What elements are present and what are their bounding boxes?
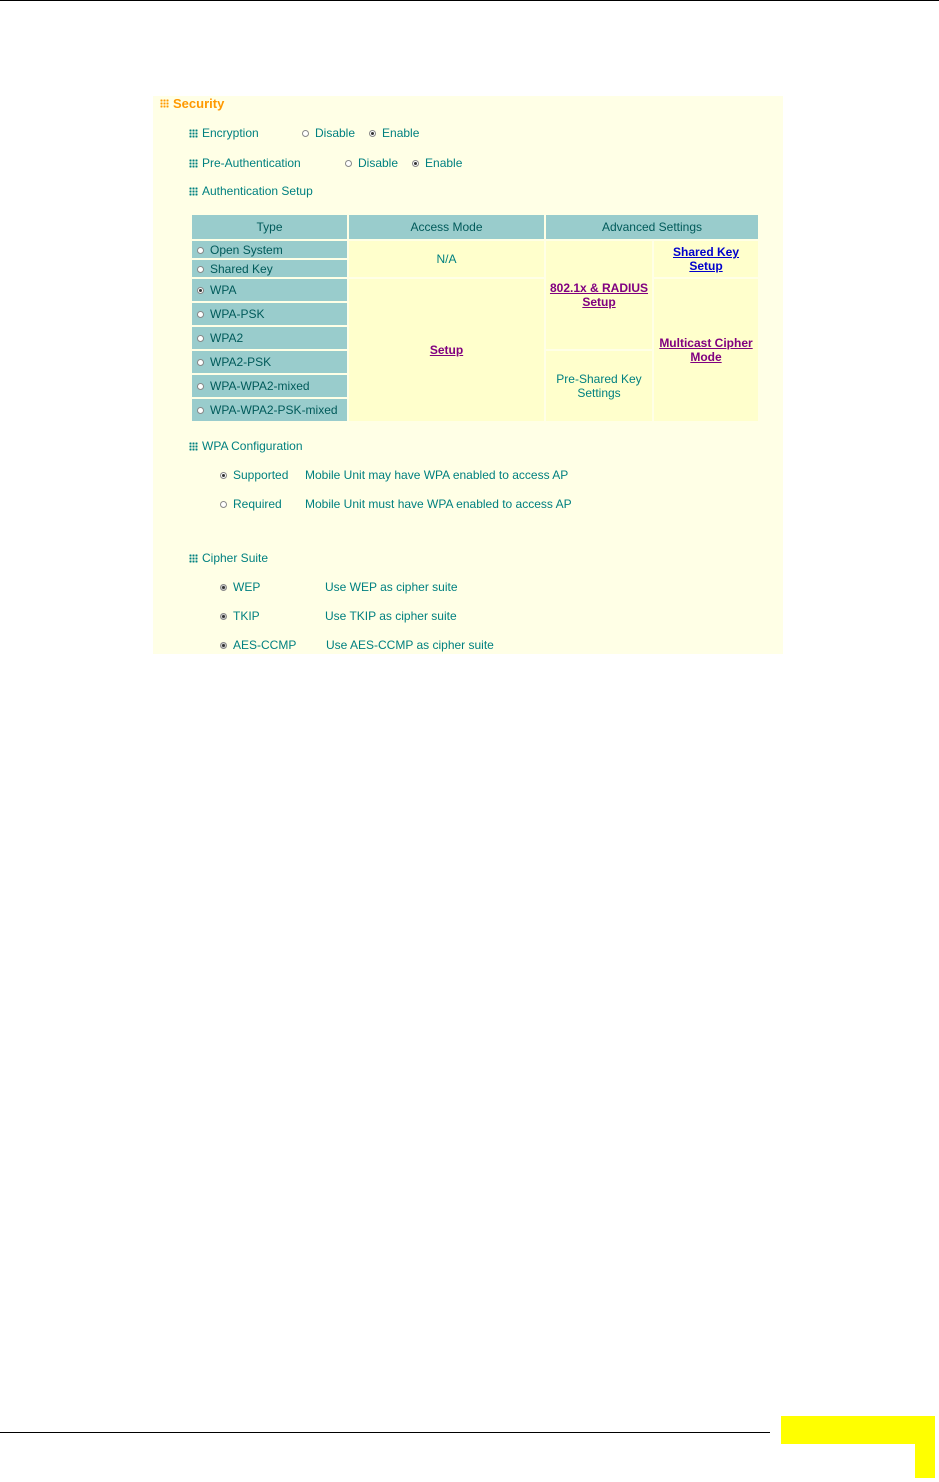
grid-bullet-icon <box>189 129 198 138</box>
type-wpa[interactable] <box>192 279 347 301</box>
pre-auth-disable-label: Disable <box>358 156 399 170</box>
type-label: Open System <box>210 242 283 257</box>
grid-bullet-icon <box>189 554 198 563</box>
pre-auth-disable-radio[interactable] <box>345 160 352 167</box>
type-radio[interactable] <box>197 359 204 366</box>
wpa-config-row <box>189 439 303 453</box>
type-wpa2[interactable] <box>192 327 347 349</box>
type-label: WPA-WPA2-mixed <box>210 379 310 393</box>
multicast-cipher-link[interactable]: Multicast Cipher Mode <box>659 336 753 364</box>
encryption-enable-radio[interactable] <box>369 130 376 137</box>
cipher-suite-label: Cipher Suite <box>202 551 269 565</box>
type-radio[interactable] <box>197 266 204 273</box>
grid-bullet-icon <box>160 99 169 108</box>
grid-bullet-icon <box>189 442 198 451</box>
page-tab-marker-edge <box>915 1416 935 1478</box>
wpa-supported-desc: Mobile Unit may have WPA enabled to access AP <box>305 468 569 482</box>
cipher-wep-radio[interactable] <box>220 584 227 591</box>
security-panel <box>153 96 783 654</box>
wpa-required-radio[interactable] <box>220 501 227 508</box>
type-label: WPA2 <box>210 331 244 345</box>
shared-key-setup-cell <box>654 241 758 277</box>
type-shared-key[interactable] <box>192 260 347 277</box>
top-rule <box>0 0 939 1</box>
encryption-disable-radio[interactable] <box>302 130 309 137</box>
cipher-wep-label: WEP <box>233 580 261 594</box>
security-title: Security <box>173 96 225 111</box>
auth-setup-table <box>190 213 760 423</box>
cipher-tkip-desc: Use TKIP as cipher suite <box>325 609 457 623</box>
na-cell: N/A <box>349 241 544 277</box>
wpa-required-label: Required <box>233 497 282 511</box>
wpa-supported-label: Supported <box>233 468 289 482</box>
cipher-aes-radio[interactable] <box>220 642 227 649</box>
encryption-enable-label: Enable <box>382 126 420 140</box>
wpa-required-desc: Mobile Unit must have WPA enabled to access AP <box>305 497 572 511</box>
header-access-mode: Access Mode <box>349 215 544 239</box>
setup-cell <box>349 279 544 421</box>
cipher-wep-desc: Use WEP as cipher suite <box>325 580 458 594</box>
header-advanced-settings: Advanced Settings <box>546 215 758 239</box>
type-wpa-psk[interactable] <box>192 303 347 325</box>
pre-auth-row <box>189 156 462 170</box>
pre-auth-label: Pre-Authentication <box>202 156 301 170</box>
type-radio[interactable] <box>197 311 204 318</box>
encryption-disable-label: Disable <box>315 126 356 140</box>
multicast-cell <box>654 279 758 421</box>
wpa-config-label: WPA Configuration <box>202 439 303 453</box>
cipher-suite-row <box>189 551 268 565</box>
header-type: Type <box>192 215 347 239</box>
type-wpa-wpa2-psk-mixed[interactable] <box>192 399 347 421</box>
encryption-label: Encryption <box>202 126 259 140</box>
grid-bullet-icon <box>189 187 198 196</box>
wpa-supported-row <box>220 468 568 482</box>
type-label: WPA2-PSK <box>210 355 272 369</box>
type-radio[interactable] <box>197 383 204 390</box>
type-radio[interactable] <box>197 407 204 414</box>
psk-settings-cell: Pre-Shared Key Settings <box>546 351 652 421</box>
bottom-rule <box>0 1432 770 1433</box>
wpa-required-row <box>220 497 572 511</box>
setup-link[interactable]: Setup <box>429 343 464 357</box>
cipher-aes-row <box>220 638 494 652</box>
radius-cell <box>546 241 652 349</box>
cipher-tkip-row <box>220 609 457 623</box>
auth-setup-row <box>189 184 313 198</box>
type-open-system[interactable] <box>192 241 347 258</box>
type-radio[interactable] <box>197 335 204 342</box>
type-radio[interactable] <box>197 247 204 254</box>
cipher-tkip-label: TKIP <box>233 609 260 623</box>
shared-key-setup-link[interactable]: Shared Key Setup <box>672 245 740 273</box>
type-label: WPA <box>210 283 237 297</box>
wpa-supported-radio[interactable] <box>220 472 227 479</box>
type-label: Shared Key <box>210 261 273 276</box>
cipher-tkip-radio[interactable] <box>220 613 227 620</box>
cipher-aes-desc: Use AES-CCMP as cipher suite <box>326 638 494 652</box>
radius-setup-link[interactable]: 802.1x & RADIUS Setup <box>549 281 649 309</box>
type-wpa2-psk[interactable] <box>192 351 347 373</box>
type-label: WPA-PSK <box>210 307 265 321</box>
pre-auth-enable-radio[interactable] <box>412 160 419 167</box>
page-tab-marker <box>781 1416 935 1444</box>
grid-bullet-icon <box>189 159 198 168</box>
auth-setup-label: Authentication Setup <box>202 184 313 198</box>
pre-auth-enable-label: Enable <box>425 156 463 170</box>
type-label: WPA-WPA2-PSK-mixed <box>210 403 338 417</box>
cipher-wep-row <box>220 580 458 594</box>
cipher-aes-label: AES-CCMP <box>233 638 297 652</box>
encryption-row <box>189 126 419 140</box>
type-radio[interactable] <box>197 287 204 294</box>
type-wpa-wpa2-mixed[interactable] <box>192 375 347 397</box>
security-heading <box>160 96 224 111</box>
